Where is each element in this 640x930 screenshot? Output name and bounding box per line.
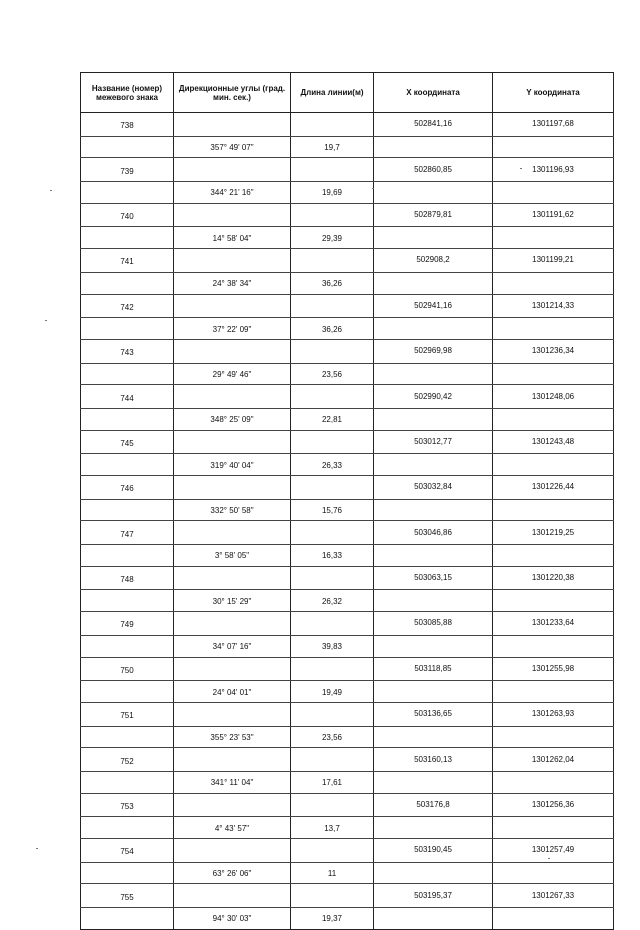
empty-cell bbox=[174, 339, 291, 363]
empty-cell bbox=[174, 294, 291, 318]
empty-cell bbox=[291, 793, 374, 817]
empty-cell bbox=[374, 272, 493, 294]
empty-cell bbox=[81, 454, 174, 476]
empty-cell bbox=[291, 839, 374, 863]
empty-cell bbox=[493, 817, 614, 839]
line-length-cell: 16,33 bbox=[291, 545, 374, 567]
table-row-point bbox=[81, 566, 614, 590]
empty-cell bbox=[81, 499, 174, 521]
empty-cell bbox=[374, 862, 493, 884]
table-row-segment bbox=[81, 499, 614, 521]
y-coordinate-cell: 1301236,34 bbox=[493, 339, 614, 363]
scan-speck bbox=[520, 168, 522, 169]
mark-name-cell: 739 bbox=[81, 158, 174, 182]
table-row-point bbox=[81, 158, 614, 182]
line-length-cell: 23,56 bbox=[291, 726, 374, 748]
empty-cell bbox=[81, 545, 174, 567]
scan-speck bbox=[548, 858, 550, 859]
empty-cell bbox=[374, 681, 493, 703]
empty-cell bbox=[174, 158, 291, 182]
table-row-segment bbox=[81, 227, 614, 249]
line-length-cell: 26,33 bbox=[291, 454, 374, 476]
x-coordinate-cell: 502908,2 bbox=[374, 249, 493, 273]
table-row-segment bbox=[81, 908, 614, 930]
header-y-coordinate: Y координата bbox=[493, 73, 614, 113]
mark-name-cell: 754 bbox=[81, 839, 174, 863]
line-length-cell: 19,49 bbox=[291, 681, 374, 703]
empty-cell bbox=[81, 635, 174, 657]
empty-cell bbox=[174, 476, 291, 500]
line-length-cell: 29,39 bbox=[291, 227, 374, 249]
mark-name-cell: 752 bbox=[81, 748, 174, 772]
empty-cell bbox=[374, 726, 493, 748]
x-coordinate-cell: 502860,85 bbox=[374, 158, 493, 182]
empty-cell bbox=[291, 748, 374, 772]
empty-cell bbox=[81, 817, 174, 839]
direction-angle-cell: 319° 40' 04" bbox=[174, 454, 291, 476]
empty-cell bbox=[493, 545, 614, 567]
empty-cell bbox=[374, 227, 493, 249]
empty-cell bbox=[81, 862, 174, 884]
empty-cell bbox=[291, 702, 374, 726]
empty-cell bbox=[493, 408, 614, 430]
direction-angle-cell: 348° 25' 09" bbox=[174, 408, 291, 430]
mark-name-cell: 744 bbox=[81, 385, 174, 409]
line-length-cell: 19,69 bbox=[291, 182, 374, 204]
empty-cell bbox=[493, 272, 614, 294]
empty-cell bbox=[374, 635, 493, 657]
empty-cell bbox=[81, 771, 174, 793]
empty-cell bbox=[374, 363, 493, 385]
line-length-cell: 36,26 bbox=[291, 272, 374, 294]
empty-cell bbox=[493, 771, 614, 793]
y-coordinate-cell: 1301263,93 bbox=[493, 702, 614, 726]
mark-name-cell: 745 bbox=[81, 430, 174, 454]
y-coordinate-cell: 1301262,04 bbox=[493, 748, 614, 772]
table-row-segment bbox=[81, 136, 614, 158]
header-x-coordinate: X координата bbox=[374, 73, 493, 113]
y-coordinate-cell: 1301255,98 bbox=[493, 657, 614, 681]
mark-name-cell: 747 bbox=[81, 521, 174, 545]
y-coordinate-cell: 1301197,68 bbox=[493, 113, 614, 137]
direction-angle-cell: 30° 15' 29" bbox=[174, 590, 291, 612]
y-coordinate-cell: 1301220,38 bbox=[493, 566, 614, 590]
empty-cell bbox=[291, 203, 374, 227]
direction-angle-cell: 14° 58' 04" bbox=[174, 227, 291, 249]
empty-cell bbox=[81, 908, 174, 930]
table-row-segment bbox=[81, 545, 614, 567]
empty-cell bbox=[493, 318, 614, 340]
empty-cell bbox=[291, 158, 374, 182]
empty-cell bbox=[493, 726, 614, 748]
direction-angle-cell: 29° 49' 46" bbox=[174, 363, 291, 385]
table-row-segment bbox=[81, 681, 614, 703]
empty-cell bbox=[174, 203, 291, 227]
empty-cell bbox=[81, 318, 174, 340]
scan-speck bbox=[372, 188, 374, 189]
empty-cell bbox=[291, 657, 374, 681]
empty-cell bbox=[374, 771, 493, 793]
y-coordinate-cell: 1301196,93 bbox=[493, 158, 614, 182]
scan-speck bbox=[50, 190, 52, 191]
empty-cell bbox=[374, 590, 493, 612]
x-coordinate-cell: 503190,45 bbox=[374, 839, 493, 863]
line-length-cell: 26,32 bbox=[291, 590, 374, 612]
line-length-cell: 19,37 bbox=[291, 908, 374, 930]
line-length-cell: 15,76 bbox=[291, 499, 374, 521]
direction-angle-cell: 24° 38' 34" bbox=[174, 272, 291, 294]
empty-cell bbox=[374, 454, 493, 476]
empty-cell bbox=[174, 566, 291, 590]
x-coordinate-cell: 503012,77 bbox=[374, 430, 493, 454]
empty-cell bbox=[493, 681, 614, 703]
empty-cell bbox=[291, 294, 374, 318]
x-coordinate-cell: 502879,81 bbox=[374, 203, 493, 227]
line-length-cell: 11 bbox=[291, 862, 374, 884]
table-row-point bbox=[81, 793, 614, 817]
line-length-cell: 17,61 bbox=[291, 771, 374, 793]
table-row-point bbox=[81, 113, 614, 137]
y-coordinate-cell: 1301257,49 bbox=[493, 839, 614, 863]
empty-cell bbox=[493, 182, 614, 204]
direction-angle-cell: 341° 11' 04" bbox=[174, 771, 291, 793]
empty-cell bbox=[174, 884, 291, 908]
boundary-marks-table bbox=[80, 72, 614, 930]
mark-name-cell: 742 bbox=[81, 294, 174, 318]
direction-angle-cell: 37° 22' 09" bbox=[174, 318, 291, 340]
empty-cell bbox=[291, 521, 374, 545]
direction-angle-cell: 357° 49' 07" bbox=[174, 136, 291, 158]
empty-cell bbox=[291, 113, 374, 137]
empty-cell bbox=[493, 454, 614, 476]
table-row-point bbox=[81, 657, 614, 681]
x-coordinate-cell: 503032,84 bbox=[374, 476, 493, 500]
y-coordinate-cell: 1301226,44 bbox=[493, 476, 614, 500]
empty-cell bbox=[174, 748, 291, 772]
table-row-point bbox=[81, 612, 614, 636]
x-coordinate-cell: 502969,98 bbox=[374, 339, 493, 363]
y-coordinate-cell: 1301243,48 bbox=[493, 430, 614, 454]
empty-cell bbox=[493, 862, 614, 884]
empty-cell bbox=[174, 113, 291, 137]
empty-cell bbox=[81, 363, 174, 385]
line-length-cell: 36,26 bbox=[291, 318, 374, 340]
y-coordinate-cell: 1301267,33 bbox=[493, 884, 614, 908]
direction-angle-cell: 3° 58' 05" bbox=[174, 545, 291, 567]
empty-cell bbox=[291, 566, 374, 590]
empty-cell bbox=[291, 884, 374, 908]
empty-cell bbox=[174, 430, 291, 454]
empty-cell bbox=[174, 249, 291, 273]
table-row-segment bbox=[81, 817, 614, 839]
x-coordinate-cell: 503160,13 bbox=[374, 748, 493, 772]
empty-cell bbox=[81, 408, 174, 430]
line-length-cell: 23,56 bbox=[291, 363, 374, 385]
x-coordinate-cell: 503063,15 bbox=[374, 566, 493, 590]
table-row-segment bbox=[81, 726, 614, 748]
header-direction-angle: Дирекционные углы (град. мин. сек.) bbox=[174, 73, 291, 113]
table-row-segment bbox=[81, 272, 614, 294]
table-row-point bbox=[81, 748, 614, 772]
scan-speck bbox=[45, 320, 47, 321]
empty-cell bbox=[81, 182, 174, 204]
empty-cell bbox=[291, 430, 374, 454]
table-row-segment bbox=[81, 454, 614, 476]
table-row-segment bbox=[81, 635, 614, 657]
y-coordinate-cell: 1301256,36 bbox=[493, 793, 614, 817]
x-coordinate-cell: 502841,16 bbox=[374, 113, 493, 137]
x-coordinate-cell: 503176,8 bbox=[374, 793, 493, 817]
direction-angle-cell: 355° 23' 53" bbox=[174, 726, 291, 748]
empty-cell bbox=[374, 136, 493, 158]
empty-cell bbox=[174, 839, 291, 863]
table-row-point bbox=[81, 294, 614, 318]
empty-cell bbox=[174, 793, 291, 817]
empty-cell bbox=[174, 385, 291, 409]
x-coordinate-cell: 503085,88 bbox=[374, 612, 493, 636]
direction-angle-cell: 4° 43' 57" bbox=[174, 817, 291, 839]
empty-cell bbox=[81, 136, 174, 158]
empty-cell bbox=[81, 726, 174, 748]
line-length-cell: 13,7 bbox=[291, 817, 374, 839]
empty-cell bbox=[291, 612, 374, 636]
y-coordinate-cell: 1301219,25 bbox=[493, 521, 614, 545]
empty-cell bbox=[374, 817, 493, 839]
direction-angle-cell: 24° 04' 01" bbox=[174, 681, 291, 703]
x-coordinate-cell: 503046,86 bbox=[374, 521, 493, 545]
direction-angle-cell: 344° 21' 16" bbox=[174, 182, 291, 204]
table-row-segment bbox=[81, 182, 614, 204]
y-coordinate-cell: 1301248,06 bbox=[493, 385, 614, 409]
x-coordinate-cell: 503195,37 bbox=[374, 884, 493, 908]
table-header-row bbox=[81, 73, 614, 113]
empty-cell bbox=[81, 590, 174, 612]
empty-cell bbox=[291, 339, 374, 363]
x-coordinate-cell: 502941,16 bbox=[374, 294, 493, 318]
empty-cell bbox=[374, 318, 493, 340]
table-row-point bbox=[81, 702, 614, 726]
empty-cell bbox=[291, 385, 374, 409]
empty-cell bbox=[493, 227, 614, 249]
table-row-segment bbox=[81, 862, 614, 884]
direction-angle-cell: 34° 07' 16" bbox=[174, 635, 291, 657]
line-length-cell: 19,7 bbox=[291, 136, 374, 158]
empty-cell bbox=[174, 612, 291, 636]
line-length-cell: 22,81 bbox=[291, 408, 374, 430]
table-row-point bbox=[81, 839, 614, 863]
empty-cell bbox=[374, 408, 493, 430]
table-row-segment bbox=[81, 771, 614, 793]
mark-name-cell: 743 bbox=[81, 339, 174, 363]
empty-cell bbox=[374, 182, 493, 204]
table-row-point bbox=[81, 476, 614, 500]
empty-cell bbox=[374, 908, 493, 930]
empty-cell bbox=[374, 499, 493, 521]
empty-cell bbox=[493, 635, 614, 657]
mark-name-cell: 740 bbox=[81, 203, 174, 227]
empty-cell bbox=[81, 272, 174, 294]
table-row-point bbox=[81, 884, 614, 908]
empty-cell bbox=[81, 681, 174, 703]
scan-speck bbox=[36, 848, 38, 849]
mark-name-cell: 755 bbox=[81, 884, 174, 908]
empty-cell bbox=[493, 590, 614, 612]
table-row-point bbox=[81, 430, 614, 454]
table-row-point bbox=[81, 249, 614, 273]
mark-name-cell: 738 bbox=[81, 113, 174, 137]
table-row-point bbox=[81, 385, 614, 409]
table-row-segment bbox=[81, 408, 614, 430]
table-row-point bbox=[81, 203, 614, 227]
empty-cell bbox=[291, 249, 374, 273]
empty-cell bbox=[493, 136, 614, 158]
mark-name-cell: 750 bbox=[81, 657, 174, 681]
y-coordinate-cell: 1301191,62 bbox=[493, 203, 614, 227]
x-coordinate-cell: 503118,85 bbox=[374, 657, 493, 681]
y-coordinate-cell: 1301233,64 bbox=[493, 612, 614, 636]
empty-cell bbox=[174, 521, 291, 545]
table-row-point bbox=[81, 339, 614, 363]
direction-angle-cell: 332° 50' 58" bbox=[174, 499, 291, 521]
mark-name-cell: 749 bbox=[81, 612, 174, 636]
x-coordinate-cell: 503136,65 bbox=[374, 702, 493, 726]
empty-cell bbox=[374, 545, 493, 567]
header-mark-name: Название (номер) межевого знака bbox=[81, 73, 174, 113]
empty-cell bbox=[174, 657, 291, 681]
mark-name-cell: 748 bbox=[81, 566, 174, 590]
empty-cell bbox=[174, 702, 291, 726]
x-coordinate-cell: 502990,42 bbox=[374, 385, 493, 409]
y-coordinate-cell: 1301199,21 bbox=[493, 249, 614, 273]
direction-angle-cell: 94° 30' 03" bbox=[174, 908, 291, 930]
mark-name-cell: 741 bbox=[81, 249, 174, 273]
empty-cell bbox=[291, 476, 374, 500]
table-row-segment bbox=[81, 590, 614, 612]
y-coordinate-cell: 1301214,33 bbox=[493, 294, 614, 318]
direction-angle-cell: 63° 26' 06" bbox=[174, 862, 291, 884]
empty-cell bbox=[81, 227, 174, 249]
mark-name-cell: 753 bbox=[81, 793, 174, 817]
header-line-length: Длина линии(м) bbox=[291, 73, 374, 113]
table-row-point bbox=[81, 521, 614, 545]
empty-cell bbox=[493, 363, 614, 385]
table-body bbox=[81, 113, 614, 930]
empty-cell bbox=[493, 499, 614, 521]
mark-name-cell: 746 bbox=[81, 476, 174, 500]
table-row-segment bbox=[81, 363, 614, 385]
line-length-cell: 39,83 bbox=[291, 635, 374, 657]
table-row-segment bbox=[81, 318, 614, 340]
empty-cell bbox=[493, 908, 614, 930]
mark-name-cell: 751 bbox=[81, 702, 174, 726]
